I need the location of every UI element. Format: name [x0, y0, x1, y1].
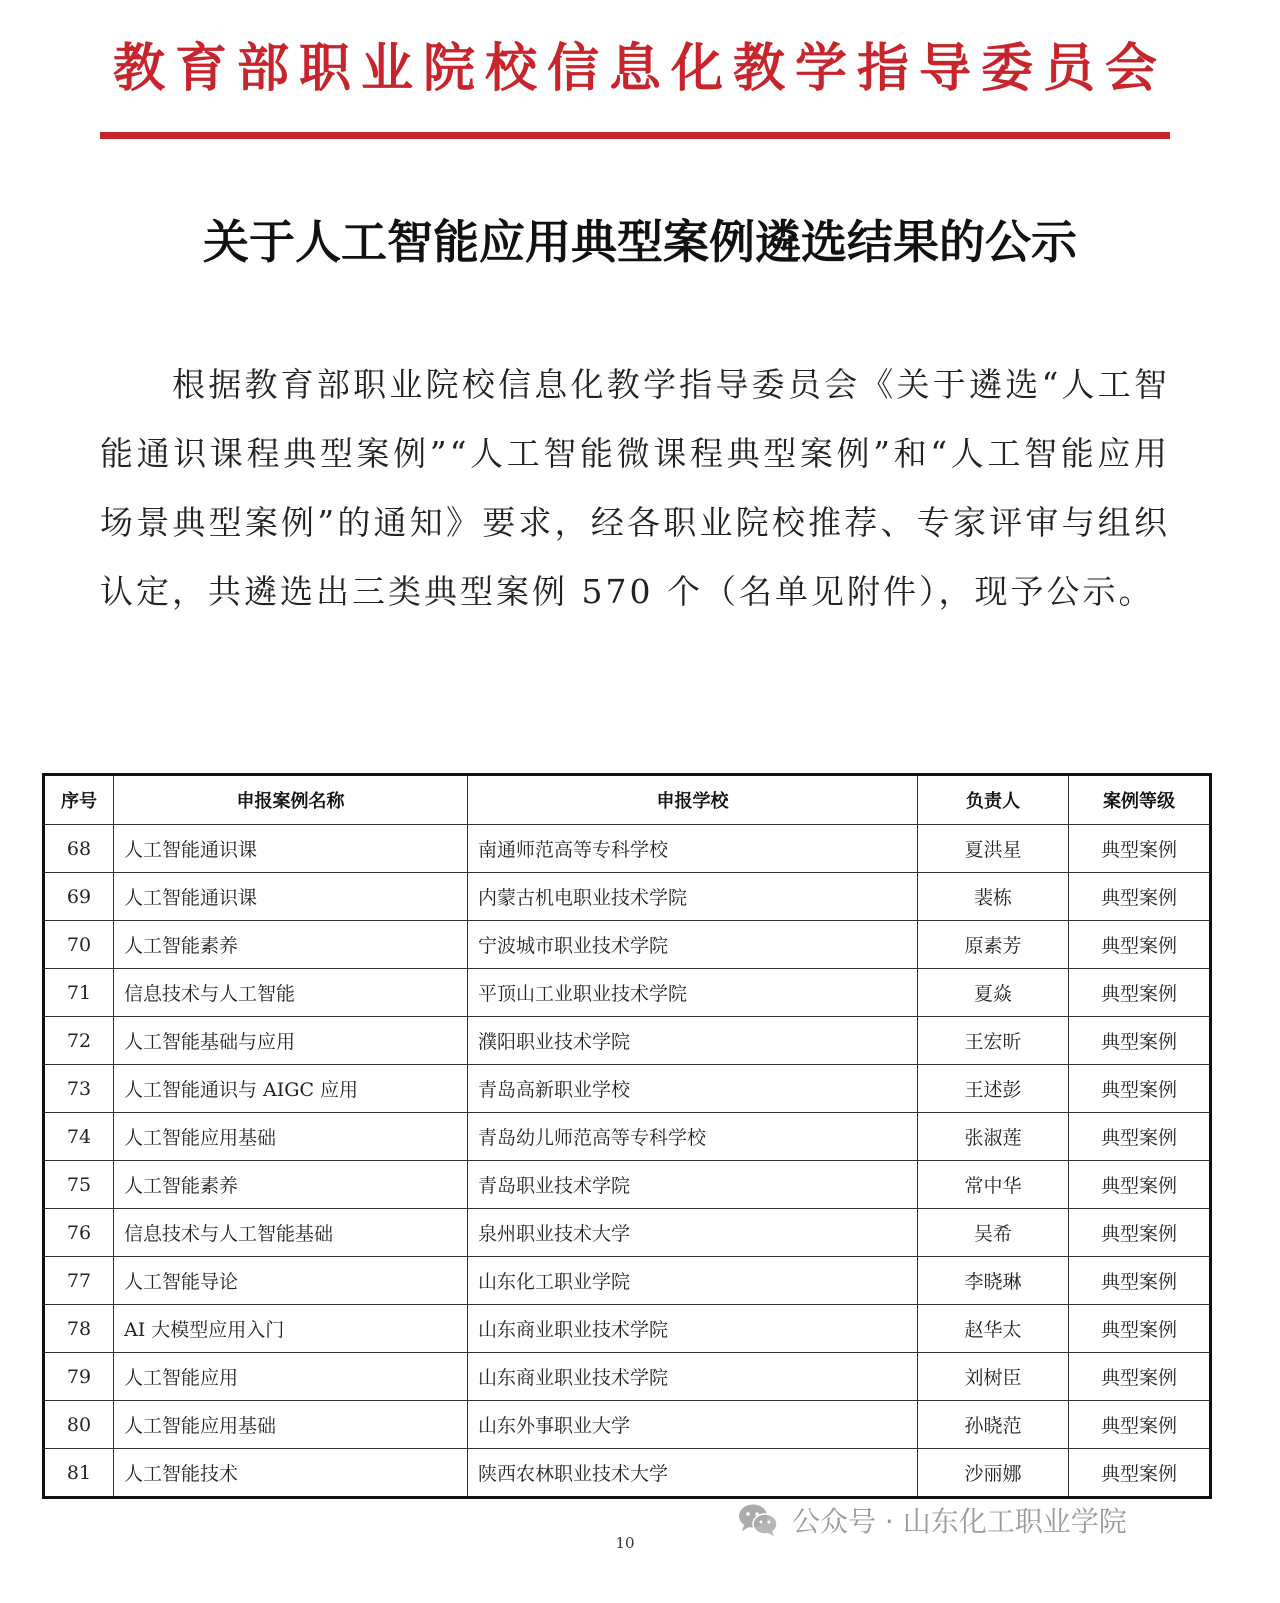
cell-level: 典型案例 — [1069, 1065, 1211, 1113]
cell-name: 人工智能技术 — [114, 1449, 468, 1498]
cell-no: 68 — [44, 825, 114, 873]
cell-level: 典型案例 — [1069, 1209, 1211, 1257]
cell-no: 75 — [44, 1161, 114, 1209]
cell-lead: 王述彭 — [918, 1065, 1069, 1113]
cell-lead: 刘树臣 — [918, 1353, 1069, 1401]
table-row — [44, 1257, 1211, 1305]
case-table — [42, 773, 1212, 1499]
cell-level: 典型案例 — [1069, 1161, 1211, 1209]
cell-level: 典型案例 — [1069, 1401, 1211, 1449]
cell-school: 青岛职业技术学院 — [468, 1161, 918, 1209]
cell-school: 山东商业职业技术学院 — [468, 1353, 918, 1401]
watermark — [738, 1500, 1127, 1540]
cell-lead: 王宏昕 — [918, 1017, 1069, 1065]
cell-school: 青岛幼儿师范高等专科学校 — [468, 1113, 918, 1161]
cell-lead: 夏洪星 — [918, 825, 1069, 873]
cell-name: 人工智能通识与 AIGC 应用 — [114, 1065, 468, 1113]
cell-school: 南通师范高等专科学校 — [468, 825, 918, 873]
cell-name: 人工智能应用基础 — [114, 1113, 468, 1161]
notice-body: 根据教育部职业院校信息化教学指导委员会《关于遴选“人工智能通识课程典型案例”“人工智能微课程典型案例”和“人工智能应用场景典型案例”的通知》要求，经各职业院校推荐、专家评审与组织认定，共遴选出三类典型案例 570 个（名单见附件），现予公示。 — [100, 365, 1170, 611]
header-name: 申报案例名称 — [114, 775, 468, 825]
cell-name: 人工智能导论 — [114, 1257, 468, 1305]
cell-level: 典型案例 — [1069, 1353, 1211, 1401]
org-header: 教育部职业院校信息化教学指导委员会 — [112, 39, 1167, 99]
header-lead: 负责人 — [918, 775, 1069, 825]
cell-no: 79 — [44, 1353, 114, 1401]
cell-lead: 沙丽娜 — [918, 1449, 1069, 1498]
cell-lead: 孙晓范 — [918, 1401, 1069, 1449]
notice-title: 关于人工智能应用典型案例遴选结果的公示 — [203, 215, 1077, 269]
cell-name: 人工智能应用基础 — [114, 1401, 468, 1449]
cell-no: 77 — [44, 1257, 114, 1305]
cell-school: 山东化工职业学院 — [468, 1257, 918, 1305]
table-row — [44, 1353, 1211, 1401]
cell-level: 典型案例 — [1069, 1305, 1211, 1353]
cell-name: AI 大模型应用入门 — [114, 1305, 468, 1353]
cell-level: 典型案例 — [1069, 1449, 1211, 1498]
header-no: 序号 — [44, 775, 114, 825]
table-row — [44, 1065, 1211, 1113]
cell-level: 典型案例 — [1069, 873, 1211, 921]
cell-no: 72 — [44, 1017, 114, 1065]
table-row — [44, 921, 1211, 969]
cell-name: 信息技术与人工智能基础 — [114, 1209, 468, 1257]
case-table-container — [42, 773, 1210, 1499]
cell-name: 人工智能应用 — [114, 1353, 468, 1401]
table-row — [44, 825, 1211, 873]
cell-name: 人工智能基础与应用 — [114, 1017, 468, 1065]
cell-school: 内蒙古机电职业技术学院 — [468, 873, 918, 921]
cell-level: 典型案例 — [1069, 921, 1211, 969]
table-header-row — [44, 775, 1211, 825]
cell-name: 人工智能通识课 — [114, 873, 468, 921]
cell-lead: 夏焱 — [918, 969, 1069, 1017]
cell-lead: 李晓琳 — [918, 1257, 1069, 1305]
cell-school: 陕西农林职业技术大学 — [468, 1449, 918, 1498]
cell-no: 74 — [44, 1113, 114, 1161]
cell-level: 典型案例 — [1069, 1113, 1211, 1161]
table-body — [44, 825, 1211, 1498]
cell-school: 宁波城市职业技术学院 — [468, 921, 918, 969]
table-row — [44, 1017, 1211, 1065]
cell-lead: 张淑莲 — [918, 1113, 1069, 1161]
cell-no: 80 — [44, 1401, 114, 1449]
cell-level: 典型案例 — [1069, 1017, 1211, 1065]
wechat-icon — [738, 1503, 778, 1537]
table-row — [44, 873, 1211, 921]
page-number: 10 — [615, 1534, 635, 1552]
cell-level: 典型案例 — [1069, 969, 1211, 1017]
cell-name: 人工智能通识课 — [114, 825, 468, 873]
table-row — [44, 1113, 1211, 1161]
table-row — [44, 1305, 1211, 1353]
cell-no: 69 — [44, 873, 114, 921]
cell-school: 山东商业职业技术学院 — [468, 1305, 918, 1353]
cell-name: 人工智能素养 — [114, 1161, 468, 1209]
cell-name: 人工智能素养 — [114, 921, 468, 969]
cell-lead: 裴栋 — [918, 873, 1069, 921]
header-school: 申报学校 — [468, 775, 918, 825]
watermark-text: 公众号 · 山东化工职业学院 — [792, 1505, 1127, 1538]
table-row — [44, 1161, 1211, 1209]
cell-lead: 赵华太 — [918, 1305, 1069, 1353]
cell-school: 青岛高新职业学校 — [468, 1065, 918, 1113]
cell-level: 典型案例 — [1069, 825, 1211, 873]
header-divider — [100, 132, 1170, 139]
table-row — [44, 1209, 1211, 1257]
cell-lead: 原素芳 — [918, 921, 1069, 969]
cell-no: 78 — [44, 1305, 114, 1353]
cell-school: 平顶山工业职业技术学院 — [468, 969, 918, 1017]
cell-no: 73 — [44, 1065, 114, 1113]
cell-school: 山东外事职业大学 — [468, 1401, 918, 1449]
cell-level: 典型案例 — [1069, 1257, 1211, 1305]
table-row — [44, 1449, 1211, 1498]
cell-school: 濮阳职业技术学院 — [468, 1017, 918, 1065]
cell-no: 70 — [44, 921, 114, 969]
cell-name: 信息技术与人工智能 — [114, 969, 468, 1017]
header-level: 案例等级 — [1069, 775, 1211, 825]
cell-no: 76 — [44, 1209, 114, 1257]
cell-no: 71 — [44, 969, 114, 1017]
table-row — [44, 969, 1211, 1017]
cell-lead: 吴希 — [918, 1209, 1069, 1257]
cell-school: 泉州职业技术大学 — [468, 1209, 918, 1257]
cell-no: 81 — [44, 1449, 114, 1498]
table-row — [44, 1401, 1211, 1449]
cell-lead: 常中华 — [918, 1161, 1069, 1209]
